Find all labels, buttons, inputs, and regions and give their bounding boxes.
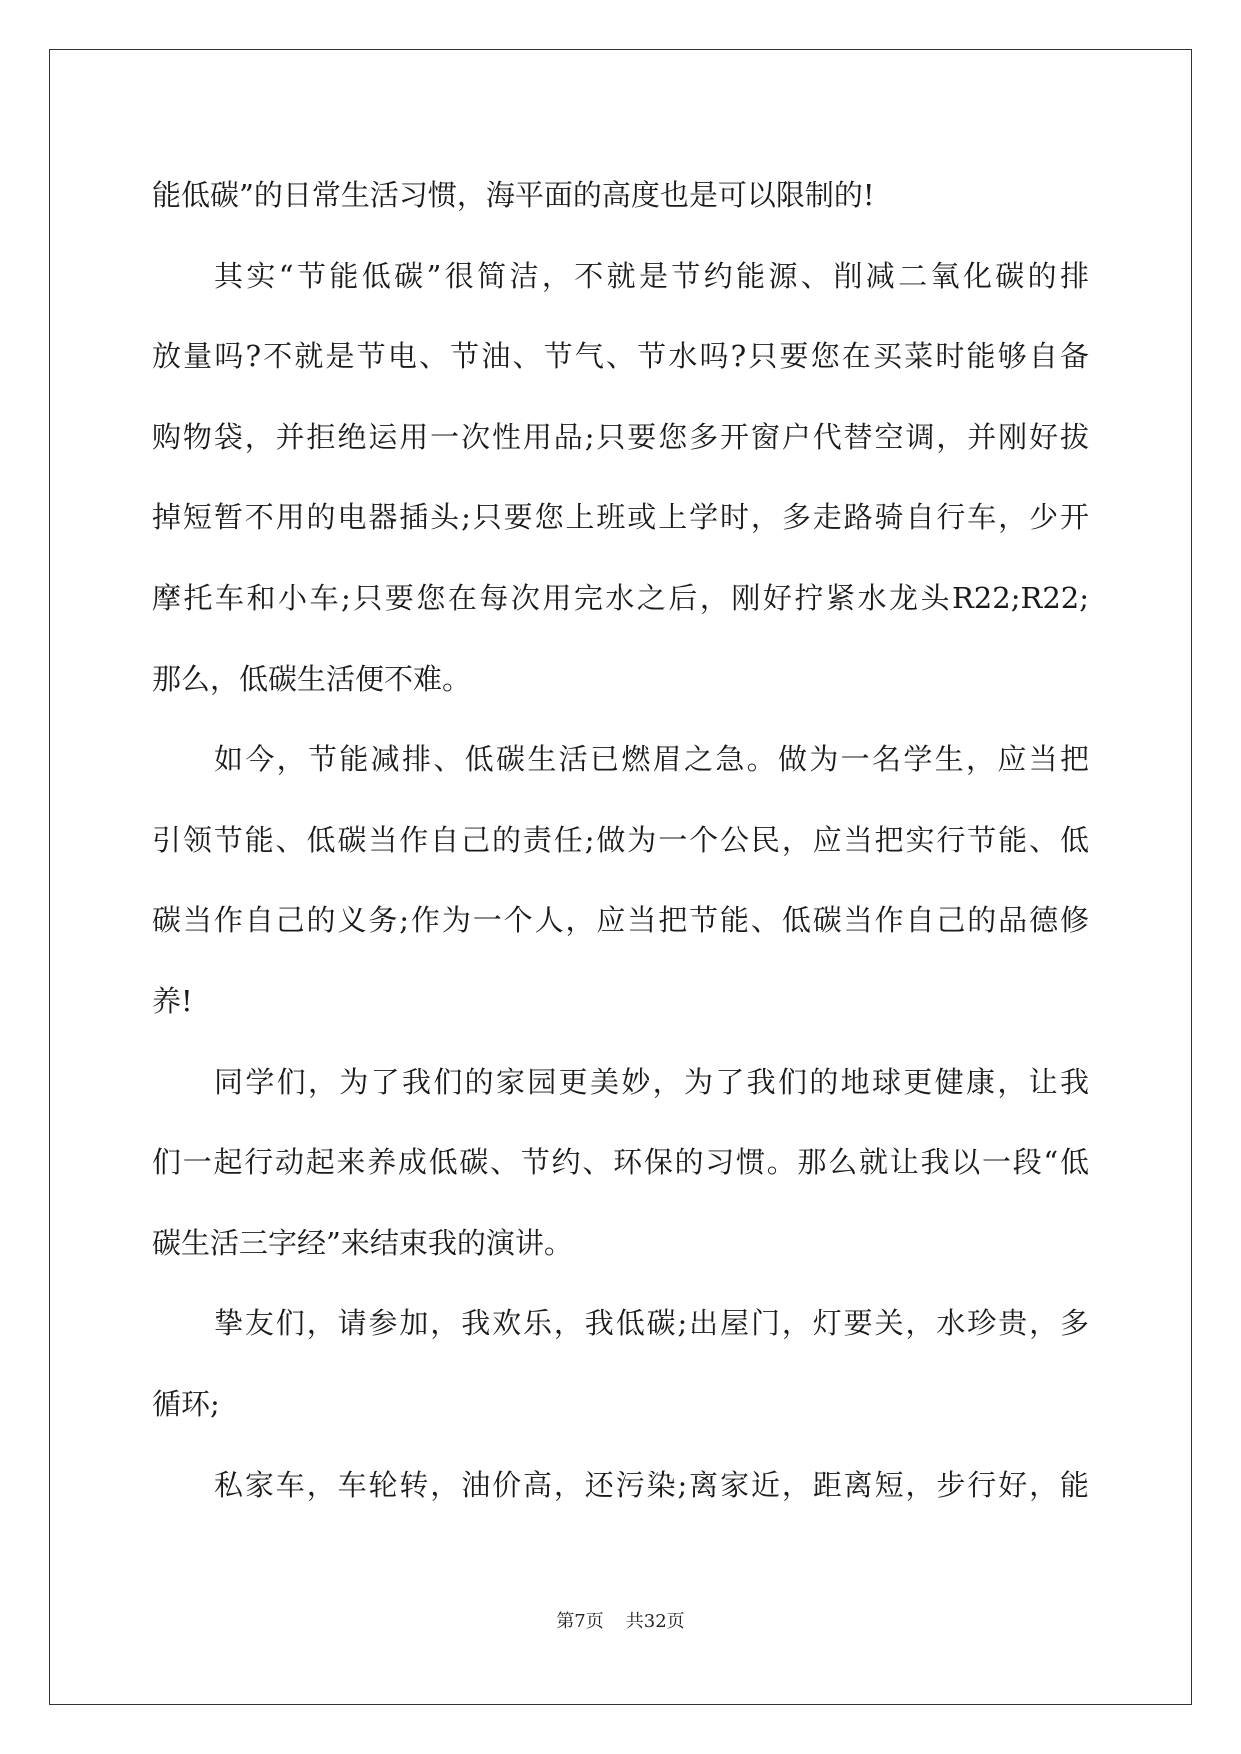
text-line: 掉短暂不用的电器插头;只要您上班或上学时，多走路骑自行车，少开 (152, 500, 1089, 535)
text-line: 碳当作自己的义务;作为一个人，应当把节能、低碳当作自己的品德修 (152, 903, 1089, 938)
text-line: 养! (152, 983, 193, 1018)
text-line: 其实“节能低碳”很简洁，不就是节约能源、削减二氧化碳的排 (214, 258, 1089, 293)
text-line: 们一起行动起来养成低碳、节约、环保的习惯。那么就让我以一段“低 (152, 1145, 1089, 1180)
text-line: 私家车，车轮转，油价高，还污染;离家近，距离短，步行好，能 (214, 1467, 1089, 1502)
text-line: 能低碳”的日常生活习惯，海平面的高度也是可以限制的! (152, 178, 875, 212)
text-line: 碳生活三字经”来结束我的演讲。 (152, 1225, 573, 1260)
text-line: 购物袋，并拒绝运用一次性用品;只要您多开窗户代替空调，并刚好拔 (152, 419, 1089, 454)
total-pages-label: 共32页 (625, 1611, 685, 1632)
text-line: 如今，节能减排、低碳生活已燃眉之急。做为一名学生，应当把 (214, 742, 1089, 777)
document-body (152, 155, 1089, 1525)
text-line: 同学们，为了我们的家园更美妙，为了我们的地球更健康，让我 (214, 1064, 1089, 1099)
text-line: 引领节能、低碳当作自己的责任;做为一个公民，应当把实行节能、低 (152, 822, 1089, 857)
text-line: 挚友们，请参加，我欢乐，我低碳;出屋门，灯要关，水珍贵，多 (214, 1306, 1089, 1341)
current-page-label: 第7页 (556, 1611, 604, 1632)
text-line: 循环; (152, 1386, 220, 1421)
page-footer (0, 1607, 1241, 1633)
text-line: 那么，低碳生活便不难。 (152, 661, 472, 696)
text-line: 放量吗?不就是节电、节油、节气、节水吗?只要您在买菜时能够自备 (152, 339, 1089, 374)
text-line: 摩托车和小车;只要您在每次用完水之后，刚好拧紧水龙头R22;R22; (152, 580, 1089, 615)
